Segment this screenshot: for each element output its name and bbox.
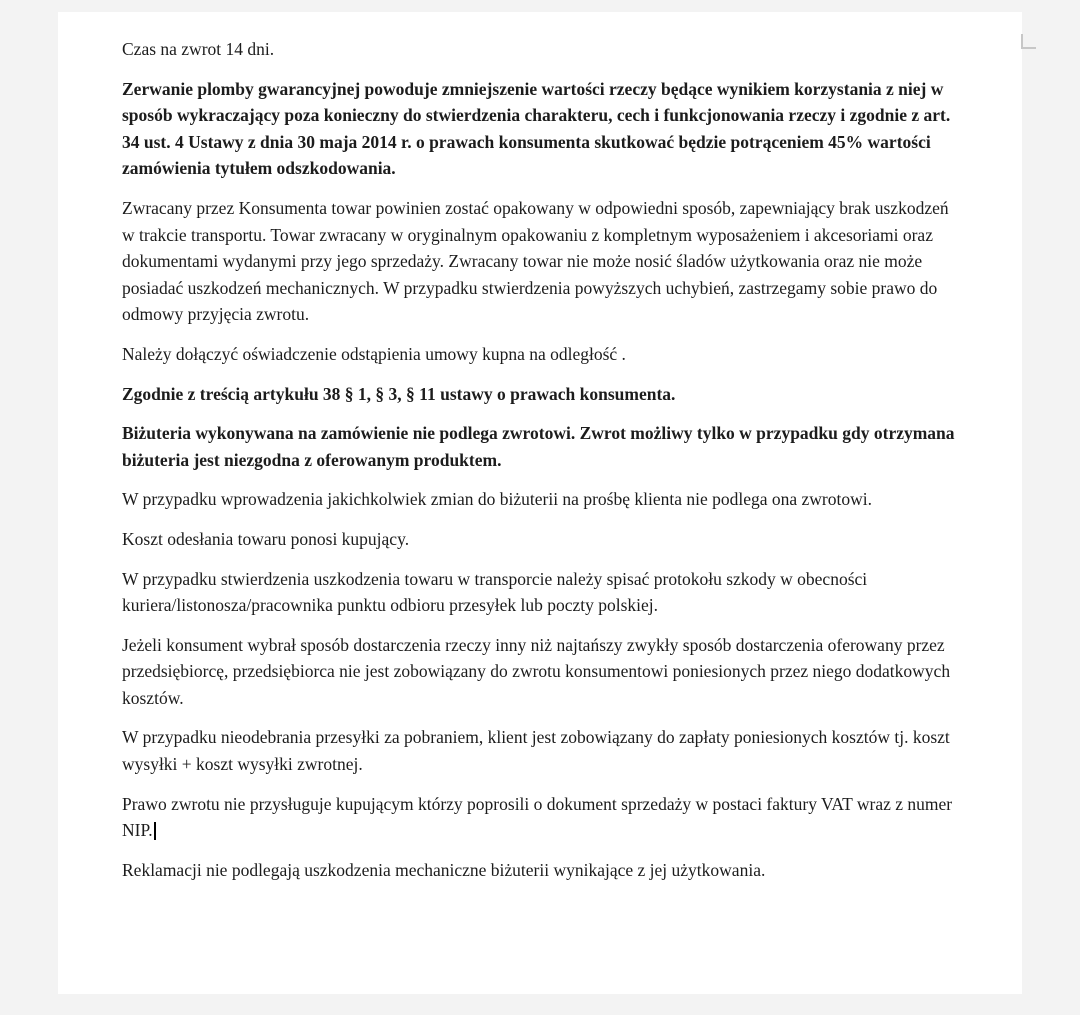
paragraph — [122, 791, 964, 844]
paragraph: Reklamacji nie podlegają uszkodzenia mechaniczne biżuterii wynikające z jej użytkowania. — [122, 859, 766, 880]
paragraph: Zerwanie plomby gwarancyjnej powoduje zmniejszenie wartości rzeczy będące wynikiem korzystania z niej w sposób wykraczający poza konieczny do stwierdzenia charakteru, cech i funkcjonowania rzeczy i zgodnie z art. 34 ust. 4 Ustawy z dnia 30 maja 2014 r. o prawach konsumenta skutkować będzie potrąceniem 45% wartości zamówienia tytułem odszkodowania. — [122, 78, 951, 179]
paragraph-text: Prawo zwrotu nie przysługuje kupującym którzy poprosili o dokument sprzedaży w postaci faktury VAT wraz z numer NIP. — [122, 793, 953, 841]
document-page[interactable] — [58, 12, 1022, 994]
paragraph: W przypadku nieodebrania przesyłki za pobraniem, klient jest zobowiązany do zapłaty poniesionych kosztów tj. koszt wysyłki + koszt wysyłki zwrotnej. — [122, 727, 950, 775]
paragraph: Zwracany przez Konsumenta towar powinien zostać opakowany w odpowiedni sposób, zapewniający brak uszkodzeń w trakcie transportu. Towar zwracany w oryginalnym opakowaniu z kompletnym wyposażeniem i akcesoriami oraz dokumentami wydanymi przy jego sprzedaży. Zwracany towar nie może nosić śladów użytkowania oraz nie może posiadać uszkodzeń mechanicznych. W przypadku stwierdzenia powyższych uchybień, zastrzegamy sobie prawo do odmowy przyjęcia zwrotu. — [122, 197, 949, 325]
paragraph: Biżuteria wykonywana na zamówienie nie podlega zwrotowi. Zwrot możliwy tylko w przypadku gdy otrzymana biżuteria jest niezgodna z oferowanym produktem. — [122, 423, 955, 470]
text-boundary-corner-mark — [1021, 34, 1036, 49]
paragraph: Jeżeli konsument wybrał sposób dostarczenia rzeczy inny niż najtańszy zwykły sposób dostarczenia oferowany przez przedsiębiorcę, przedsiębiorca nie jest zobowiązany do zwrotu konsumentowi poniesionych przez niego dodatkowych kosztów. — [122, 634, 951, 708]
paragraph: Zgodnie z treścią artykułu 38 § 1, § 3, § 11 ustawy o prawach konsumenta. — [122, 383, 676, 404]
paragraph: Należy dołączyć oświadczenie odstąpienia umowy kupna na odległość . — [122, 343, 626, 364]
paragraph: W przypadku wprowadzenia jakichkolwiek zmian do biżuterii na prośbę klienta nie podlega ona zwrotowi. — [122, 489, 872, 510]
text-cursor — [154, 822, 156, 840]
paragraph: Czas na zwrot 14 dni. — [122, 39, 275, 59]
paragraph: W przypadku stwierdzenia uszkodzenia towaru w transporcie należy spisać protokołu szkody w obecności kuriera/listonosza/pracownika punktu odbioru przesyłek lub poczty polskiej. — [122, 568, 868, 616]
paragraph: Koszt odesłania towaru ponosi kupujący. — [122, 528, 410, 549]
document-text-area[interactable] — [122, 36, 964, 896]
